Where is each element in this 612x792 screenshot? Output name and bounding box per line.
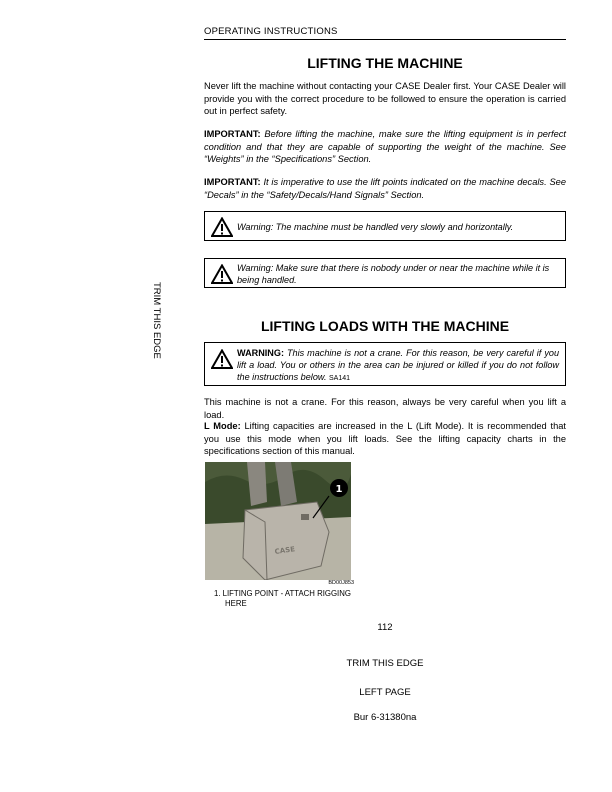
l-mode-text: Lifting capacities are increased in the L (Lift Mode). It is recommended that you use this mode when you lift loads. See the lifting capacity charts in the specifications section of this manual. bbox=[204, 421, 567, 456]
left-page-label: LEFT PAGE bbox=[359, 687, 411, 698]
warning-box-not-a-crane bbox=[204, 342, 566, 386]
warning-label: WARNING: bbox=[237, 348, 284, 358]
warning-code: SA141 bbox=[329, 375, 351, 382]
important-text: Before lifting the machine, make sure the lifting equipment is in perfect condition and that they are capable of supporting the weight of the machine. See “Weights” in the “Specifications” Section. bbox=[204, 129, 566, 164]
figure-caption bbox=[214, 589, 394, 609]
document-code: Bur 6-31380na bbox=[353, 712, 417, 723]
callout-number: 1 bbox=[335, 484, 343, 495]
page-number: 112 bbox=[377, 622, 393, 633]
trim-edge-side-text: TRIM THIS EDGE bbox=[151, 282, 162, 359]
warning-text: Warning: Make sure that there is nobody under or near the machine while it is being handled. bbox=[237, 263, 550, 285]
not-a-crane-paragraph: This machine is not a crane. For this reason, always be very careful when you lift a load. bbox=[204, 397, 566, 420]
l-mode-paragraph bbox=[204, 420, 566, 458]
warning-text: Warning: The machine must be handled very slowly and horizontally. bbox=[237, 222, 514, 232]
running-header: OPERATING INSTRUCTIONS bbox=[204, 26, 566, 40]
warning-triangle-icon bbox=[211, 264, 233, 284]
trim-edge-footer: TRIM THIS EDGE bbox=[346, 658, 424, 669]
important-note-1 bbox=[204, 128, 566, 166]
trim-edge-side-label bbox=[148, 282, 162, 382]
warning-triangle-icon bbox=[211, 349, 233, 369]
warning-text bbox=[237, 347, 559, 385]
warning-triangle-icon bbox=[211, 217, 233, 237]
intro-paragraph: Never lift the machine without contacting your CASE Dealer first. Your CASE Dealer will provide you with the correct procedure to be followed to ensure the operation is carried out in perfect safety. bbox=[204, 81, 566, 116]
warning-box-nobody-near bbox=[204, 258, 566, 288]
bucket-brand-mark: CASE bbox=[274, 545, 296, 556]
section-title-lifting-machine: LIFTING THE MACHINE bbox=[307, 55, 463, 71]
important-text: It is imperative to use the lift points indicated on the machine decals. See “Decals” in the “Safety/Decals/Hand Signals” Section. bbox=[204, 177, 567, 200]
warning-body: This machine is not a crane. For this reason, be very careful if you lift a load. You or others in the area can be injured or killed if you do not follow the instructions below. bbox=[237, 348, 559, 382]
bucket-lifting-point-photo bbox=[205, 462, 351, 580]
section-title-lifting-loads: LIFTING LOADS WITH THE MACHINE bbox=[260, 318, 510, 334]
figure-image-code: BD00J853 bbox=[328, 580, 354, 586]
important-label: IMPORTANT: bbox=[204, 177, 261, 187]
figure-caption-line-1: 1. LIFTING POINT - ATTACH RIGGING bbox=[214, 589, 351, 598]
important-label: IMPORTANT: bbox=[204, 129, 261, 139]
l-mode-label: L Mode: bbox=[204, 421, 241, 431]
warning-box-handling bbox=[204, 211, 566, 241]
figure-caption-line-2: HERE bbox=[225, 599, 247, 608]
important-note-2 bbox=[204, 176, 566, 201]
excavator-bucket-illustration bbox=[205, 462, 351, 580]
